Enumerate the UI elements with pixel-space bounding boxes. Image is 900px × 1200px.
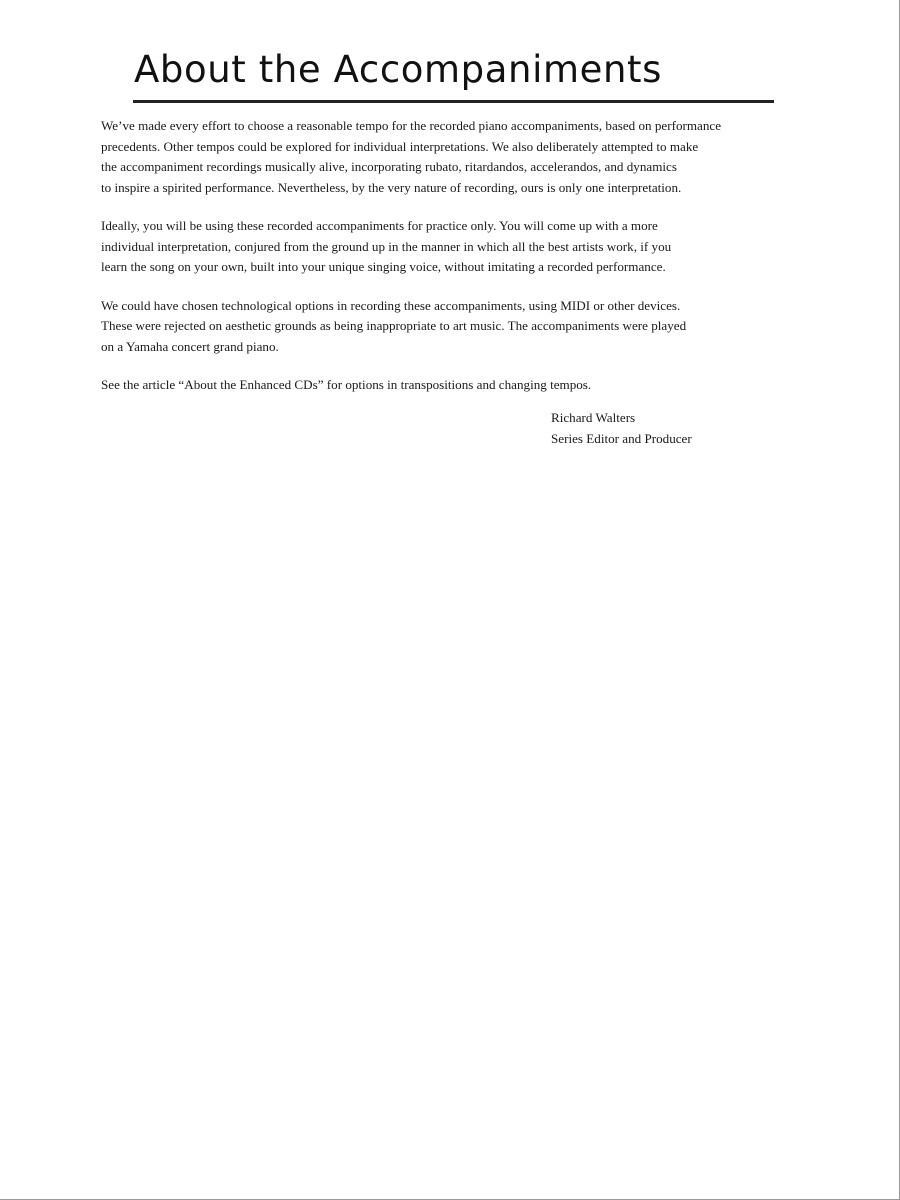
text-line: See the article “About the Enhanced CDs” for options in transpositions and changing tempos.: [101, 377, 592, 392]
text-line: on a Yamaha concert grand piano.: [101, 338, 279, 354]
text-line: Ideally, you will be using these recorded accompaniments for practice only. You will come up with a more: [101, 218, 658, 233]
paragraph-2: [101, 216, 821, 278]
text-line: learn the song on your own, built into your unique singing voice, without imitating a recorded performance.: [101, 259, 666, 274]
text-line: precedents. Other tempos could be explored for individual interpretations. We also deliberately attempted to make: [101, 138, 699, 154]
text-line: We’ve made every effort to choose a reasonable tempo for the recorded piano accompaniments, based on performance: [101, 118, 722, 133]
text-line: the accompaniment recordings musically alive, incorporating rubato, ritardandos, accelerandos, and dynamics: [101, 159, 677, 174]
paragraph-4: [101, 375, 821, 396]
signature-role: Series Editor and Producer: [551, 431, 692, 446]
signature-block: [551, 407, 692, 449]
text-line: We could have chosen technological options in recording these accompaniments, using MIDI or other devices.: [101, 297, 681, 313]
body-text: [101, 116, 821, 414]
paragraph-1: [101, 116, 821, 198]
text-line: These were rejected on aesthetic grounds as being inappropriate to art music. The accompaniments were played: [101, 318, 687, 333]
signature-name: Richard Walters: [551, 410, 636, 425]
text-line: to inspire a spirited performance. Nevertheless, by the very nature of recording, ours is only one interpretation.: [101, 179, 682, 195]
text-line: individual interpretation, conjured from the ground up in the manner in which all the best artists work, if you: [101, 238, 672, 254]
page-title: About the Accompaniments: [134, 48, 662, 91]
title-rule: [133, 100, 774, 103]
paragraph-3: [101, 296, 821, 358]
